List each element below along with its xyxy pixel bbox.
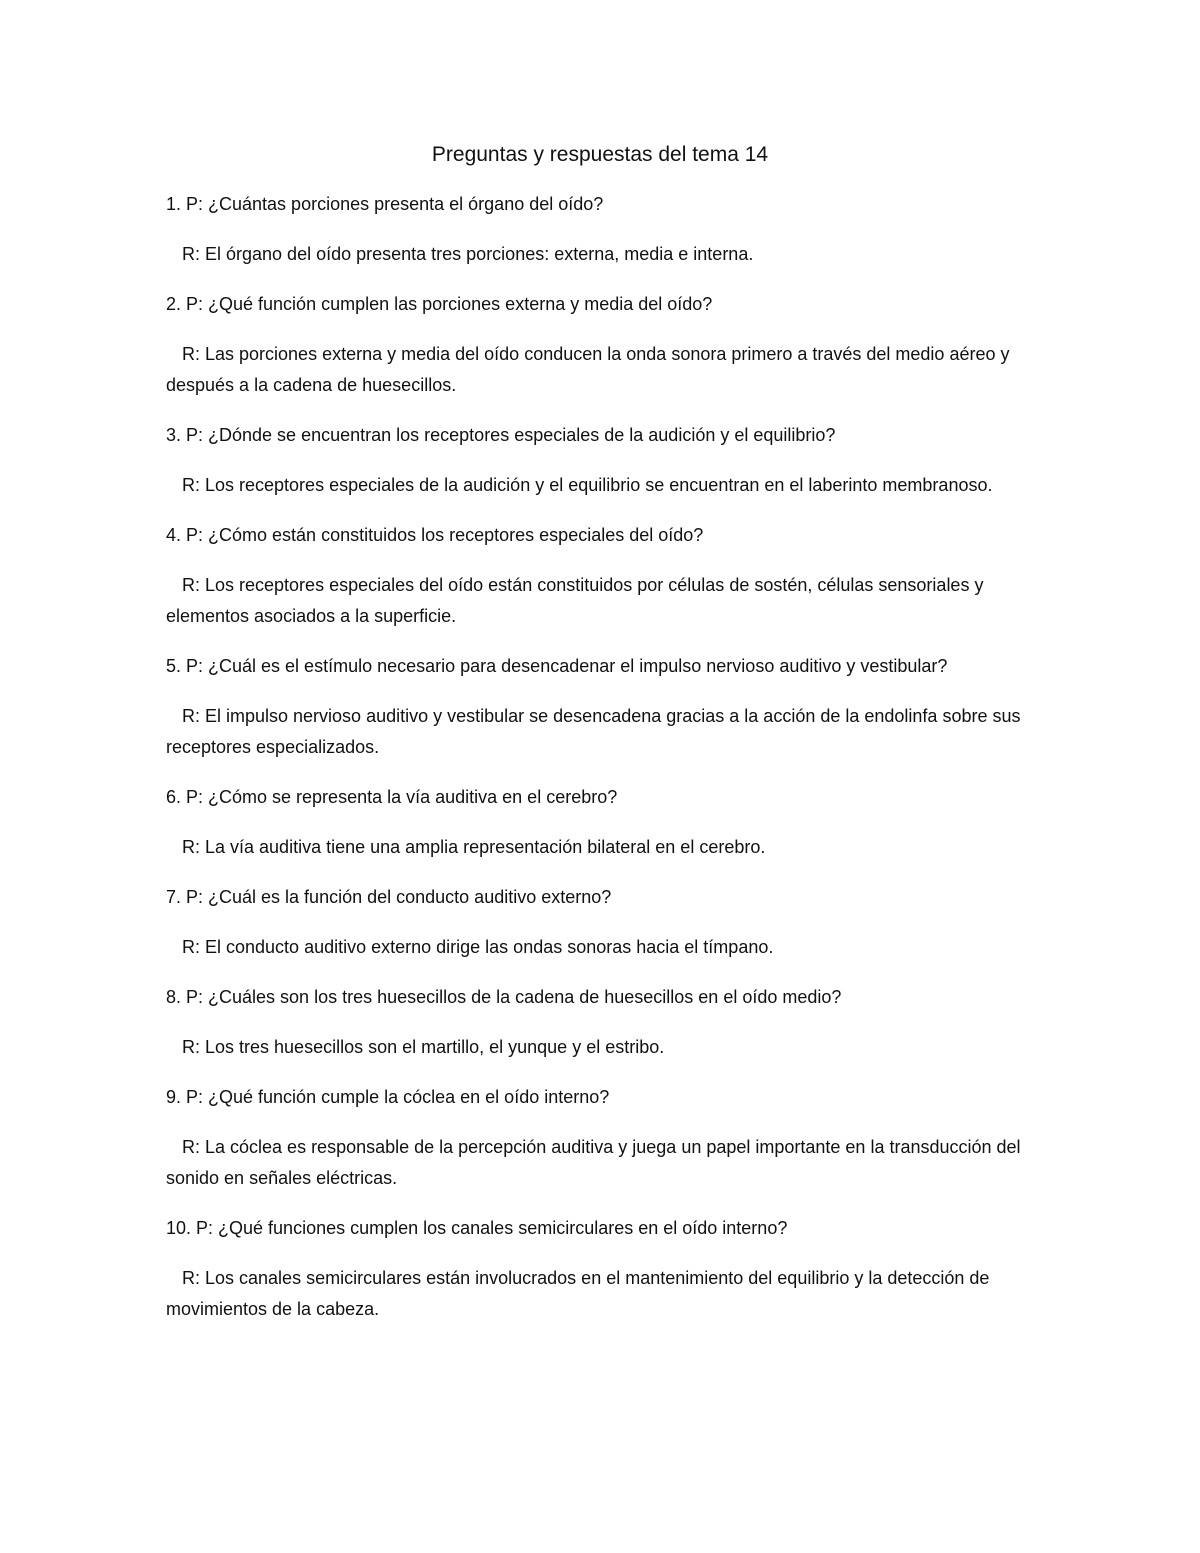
qa-item-9	[166, 1082, 1046, 1194]
answer-10: R: Los canales semicirculares están involucrados en el mantenimiento del equilibrio y la detección de movimientos de la cabeza.	[166, 1268, 990, 1319]
answer-2: R: Las porciones externa y media del oído conducen la onda sonora primero a través del medio aéreo y después a la cadena de huesecillos.	[166, 344, 1010, 395]
answer-6: R: La vía auditiva tiene una amplia representación bilateral en el cerebro.	[182, 837, 766, 857]
qa-item-5	[166, 651, 1046, 763]
question-7: 7. P: ¿Cuál es la función del conducto auditivo externo?	[166, 887, 612, 907]
question-1: 1. P: ¿Cuántas porciones presenta el órgano del oído?	[166, 194, 604, 214]
answer-5: R: El impulso nervioso auditivo y vestibular se desencadena gracias a la acción de la endolinfa sobre sus receptores especializados.	[166, 706, 1021, 757]
question-8: 8. P: ¿Cuáles son los tres huesecillos de la cadena de huesecillos en el oído medio?	[166, 987, 842, 1007]
qa-item-4	[166, 520, 1046, 632]
qa-item-2	[166, 289, 1046, 401]
answer-7: R: El conducto auditivo externo dirige las ondas sonoras hacia el tímpano.	[182, 937, 774, 957]
qa-item-10	[166, 1213, 1046, 1325]
page-title: Preguntas y respuestas del tema 14	[431, 143, 769, 166]
answer-4: R: Los receptores especiales del oído están constituidos por células de sostén, células sensoriales y elementos asociados a la superficie.	[166, 575, 984, 626]
question-10: 10. P: ¿Qué funciones cumplen los canales semicirculares en el oído interno?	[166, 1218, 788, 1238]
qa-list	[166, 189, 1046, 1344]
question-2: 2. P: ¿Qué función cumplen las porciones externa y media del oído?	[166, 294, 713, 314]
question-5: 5. P: ¿Cuál es el estímulo necesario para desencadenar el impulso nervioso auditivo y vestibular?	[166, 656, 948, 676]
answer-3: R: Los receptores especiales de la audición y el equilibrio se encuentran en el laberinto membranoso.	[182, 475, 993, 495]
question-4: 4. P: ¿Cómo están constituidos los receptores especiales del oído?	[166, 525, 704, 545]
question-9: 9. P: ¿Qué función cumple la cóclea en el oído interno?	[166, 1087, 610, 1107]
qa-item-3	[166, 420, 1046, 501]
qa-item-6	[166, 782, 1046, 863]
answer-1: R: El órgano del oído presenta tres porciones: externa, media e interna.	[182, 244, 754, 264]
question-3: 3. P: ¿Dónde se encuentran los receptores especiales de la audición y el equilibrio?	[166, 425, 836, 445]
qa-item-8	[166, 982, 1046, 1063]
qa-item-7	[166, 882, 1046, 963]
qa-item-1	[166, 189, 1046, 270]
answer-9: R: La cóclea es responsable de la percepción auditiva y juega un papel importante en la transducción del sonido en señales eléctricas.	[166, 1137, 1021, 1188]
question-6: 6. P: ¿Cómo se representa la vía auditiva en el cerebro?	[166, 787, 618, 807]
answer-8: R: Los tres huesecillos son el martillo, el yunque y el estribo.	[182, 1037, 665, 1057]
